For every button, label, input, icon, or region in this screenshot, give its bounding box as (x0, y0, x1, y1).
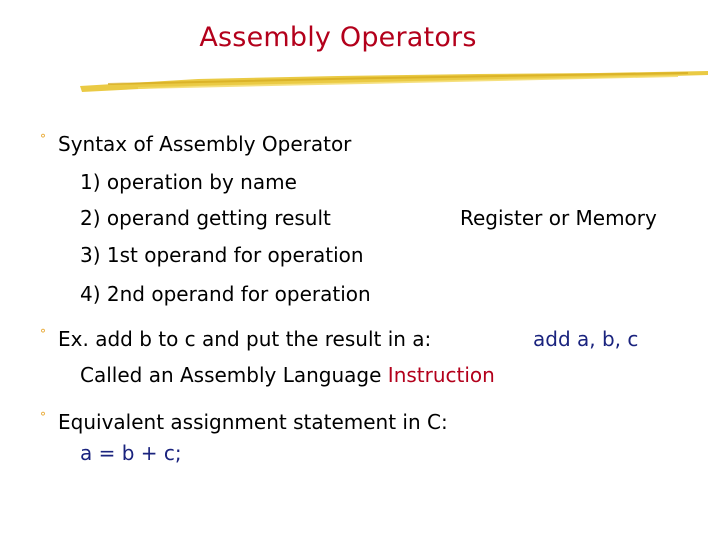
syntax-item-2: 2) operand getting result (80, 206, 331, 230)
c-code-statement: a = b + c; (80, 441, 182, 465)
bullet-2-line2 (80, 363, 495, 387)
syntax-side-note: Register or Memory (460, 206, 657, 230)
example-instruction: add a, b, c (533, 327, 639, 351)
bullet-1-heading: Syntax of Assembly Operator (58, 132, 352, 156)
bullet-1-marker-icon: ° (40, 132, 46, 146)
bullet-3-heading: Equivalent assignment statement in C: (58, 410, 448, 434)
bullet-3-marker-icon: ° (40, 410, 46, 424)
bullet-2-heading: Ex. add b to c and put the result in a: (58, 327, 432, 351)
bullet-2-line2-prefix: Called an Assembly Language (80, 363, 382, 387)
instruction-highlight: Instruction (387, 363, 495, 387)
title-underline (78, 64, 710, 94)
bullet-2-marker-icon: ° (40, 327, 46, 341)
syntax-item-4: 4) 2nd operand for operation (80, 282, 371, 306)
syntax-item-3: 3) 1st operand for operation (80, 243, 364, 267)
syntax-item-1: 1) operation by name (80, 170, 297, 194)
slide-title: Assembly Operators (199, 22, 477, 53)
